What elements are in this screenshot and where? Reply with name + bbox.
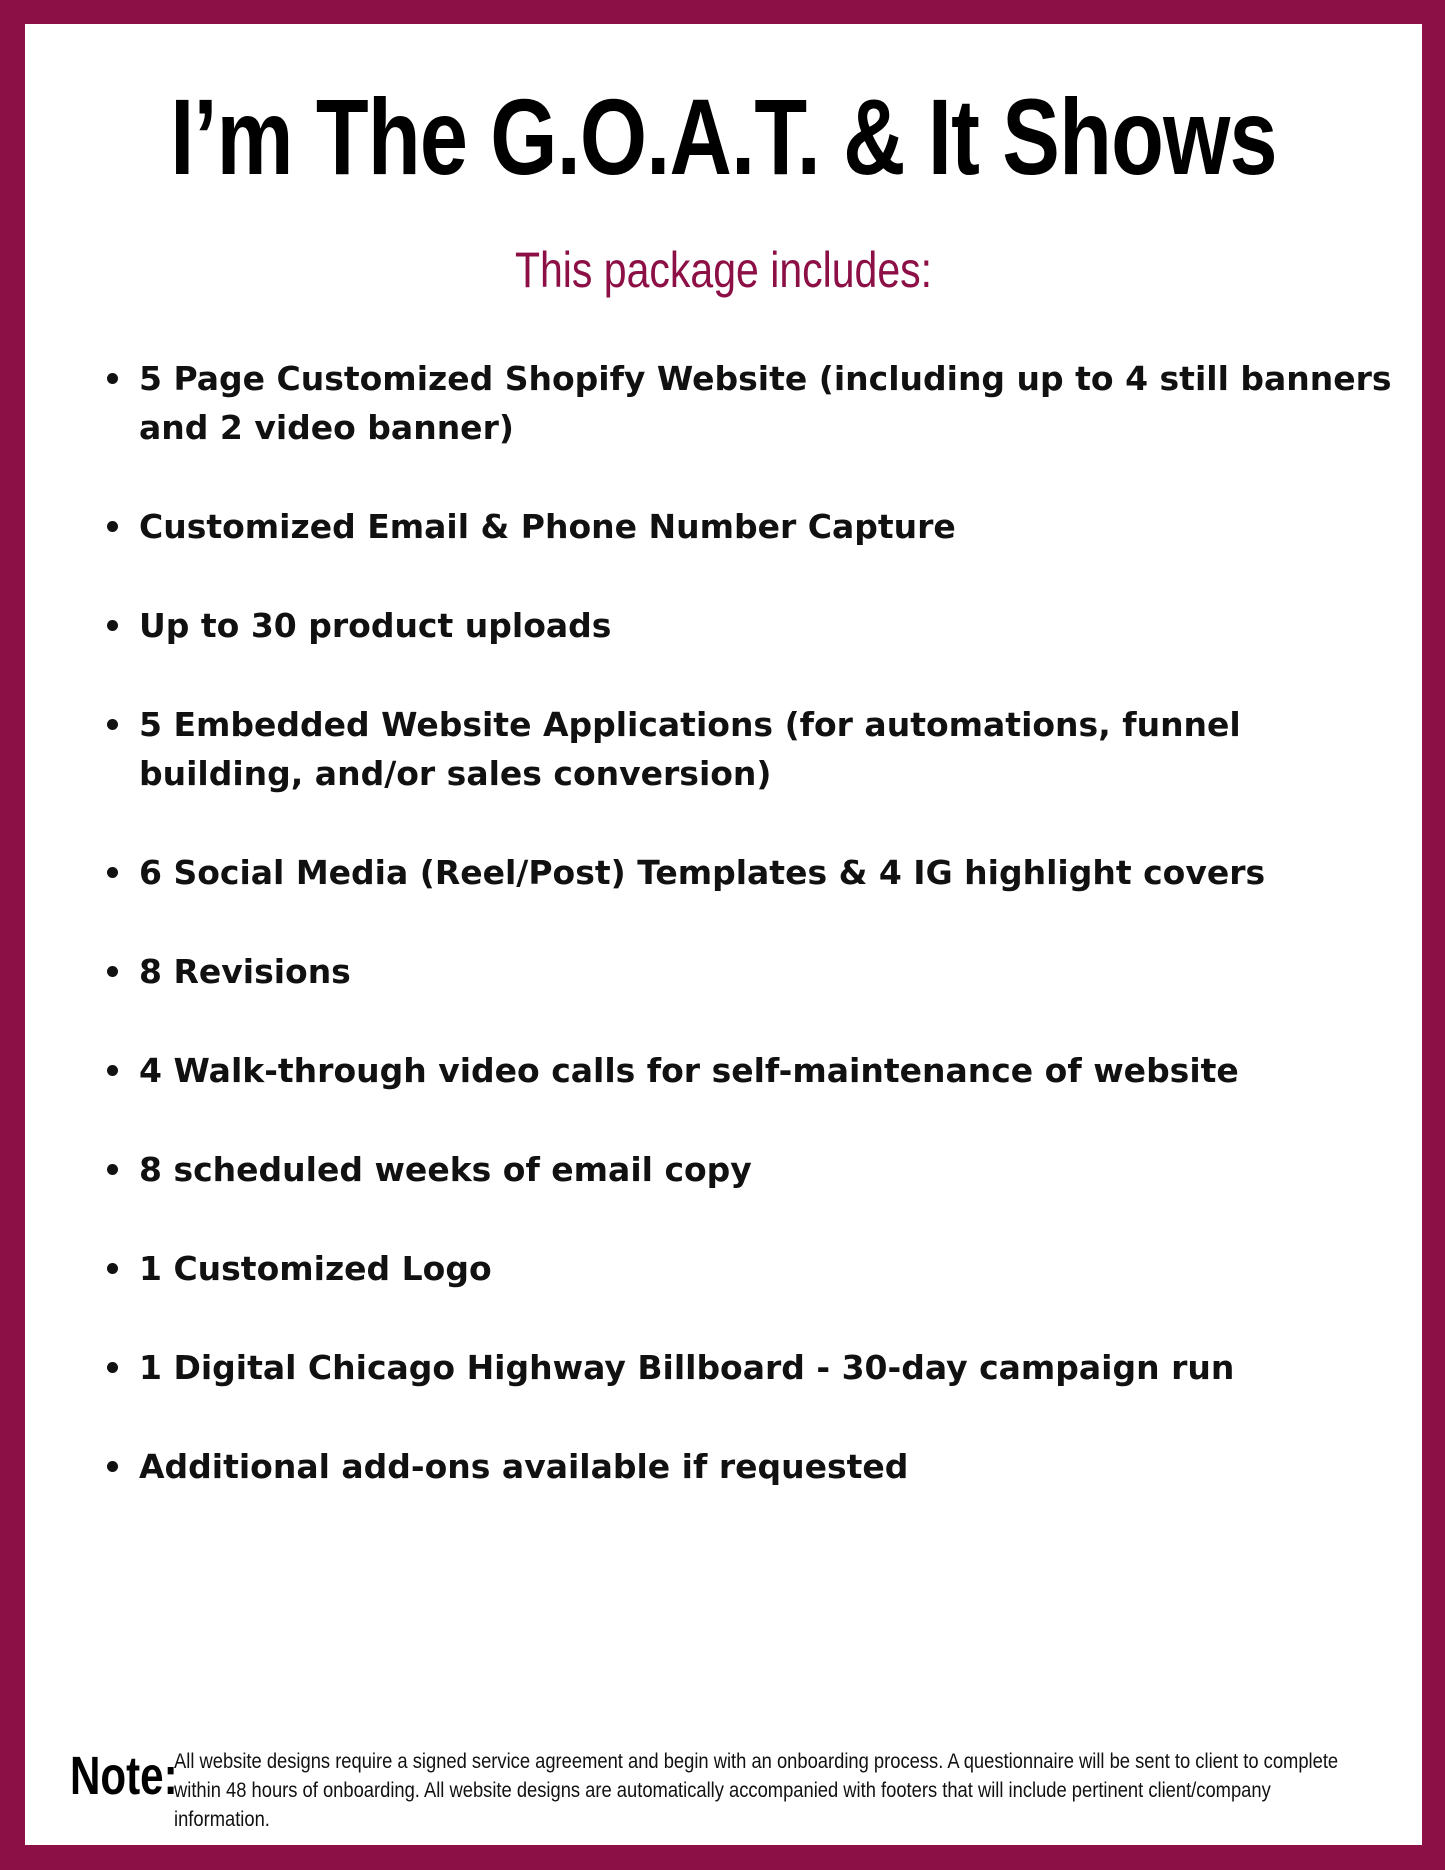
- package-title: I’m The G.O.A.T. & It Shows: [170, 76, 1277, 197]
- feature-text: 5 Embedded Website Applications (for automations, funnel building, and/or sales conversion): [139, 705, 1241, 793]
- bullet-icon: [107, 867, 118, 878]
- feature-text: Customized Email & Phone Number Capture: [139, 507, 956, 546]
- list-item: [103, 1244, 1403, 1293]
- bullet-icon: [107, 521, 118, 532]
- feature-text: 8 Revisions: [139, 952, 351, 991]
- feature-text: 4 Walk-through video calls for self-maintenance of website: [139, 1051, 1239, 1090]
- feature-text: Additional add-ons available if requested: [139, 1447, 909, 1486]
- list-item: [103, 502, 1403, 551]
- feature-text: 1 Customized Logo: [139, 1249, 492, 1288]
- bullet-icon: [107, 620, 118, 631]
- list-item: [103, 700, 1403, 798]
- note-section: [70, 1745, 1390, 1831]
- list-item: [103, 848, 1403, 897]
- list-item: [103, 1145, 1403, 1194]
- list-item: [103, 601, 1403, 650]
- list-item: [103, 1046, 1403, 1095]
- bullet-icon: [107, 373, 118, 384]
- note-label: Note:: [70, 1746, 178, 1806]
- list-item: [103, 1442, 1403, 1491]
- feature-text: 6 Social Media (Reel/Post) Templates & 4 IG highlight covers: [139, 853, 1266, 892]
- feature-text: 8 scheduled weeks of email copy: [139, 1150, 752, 1189]
- bullet-icon: [107, 1065, 118, 1076]
- feature-list: [103, 354, 1403, 1541]
- bullet-icon: [107, 966, 118, 977]
- bullet-icon: [107, 1362, 118, 1373]
- list-item: [103, 1343, 1403, 1392]
- list-item: [103, 947, 1403, 996]
- bullet-icon: [107, 719, 118, 730]
- feature-text: 5 Page Customized Shopify Website (including up to 4 still banners and 2 video banner): [139, 359, 1392, 447]
- package-sheet: [25, 24, 1422, 1845]
- bullet-icon: [107, 1461, 118, 1472]
- package-subtitle: This package includes:: [514, 242, 933, 298]
- bullet-icon: [107, 1263, 118, 1274]
- feature-text: Up to 30 product uploads: [139, 606, 612, 645]
- list-item: [103, 354, 1403, 452]
- bullet-icon: [107, 1164, 118, 1175]
- note-text: All website designs require a signed service agreement and begin with an onboarding process. A questionnaire will be sent to client to complete within 48 hours of onboarding. All website designs are automatically accompanied with footers that will include pertinent client/company information.: [174, 1750, 1339, 1831]
- feature-text: 1 Digital Chicago Highway Billboard - 30-day campaign run: [139, 1348, 1235, 1387]
